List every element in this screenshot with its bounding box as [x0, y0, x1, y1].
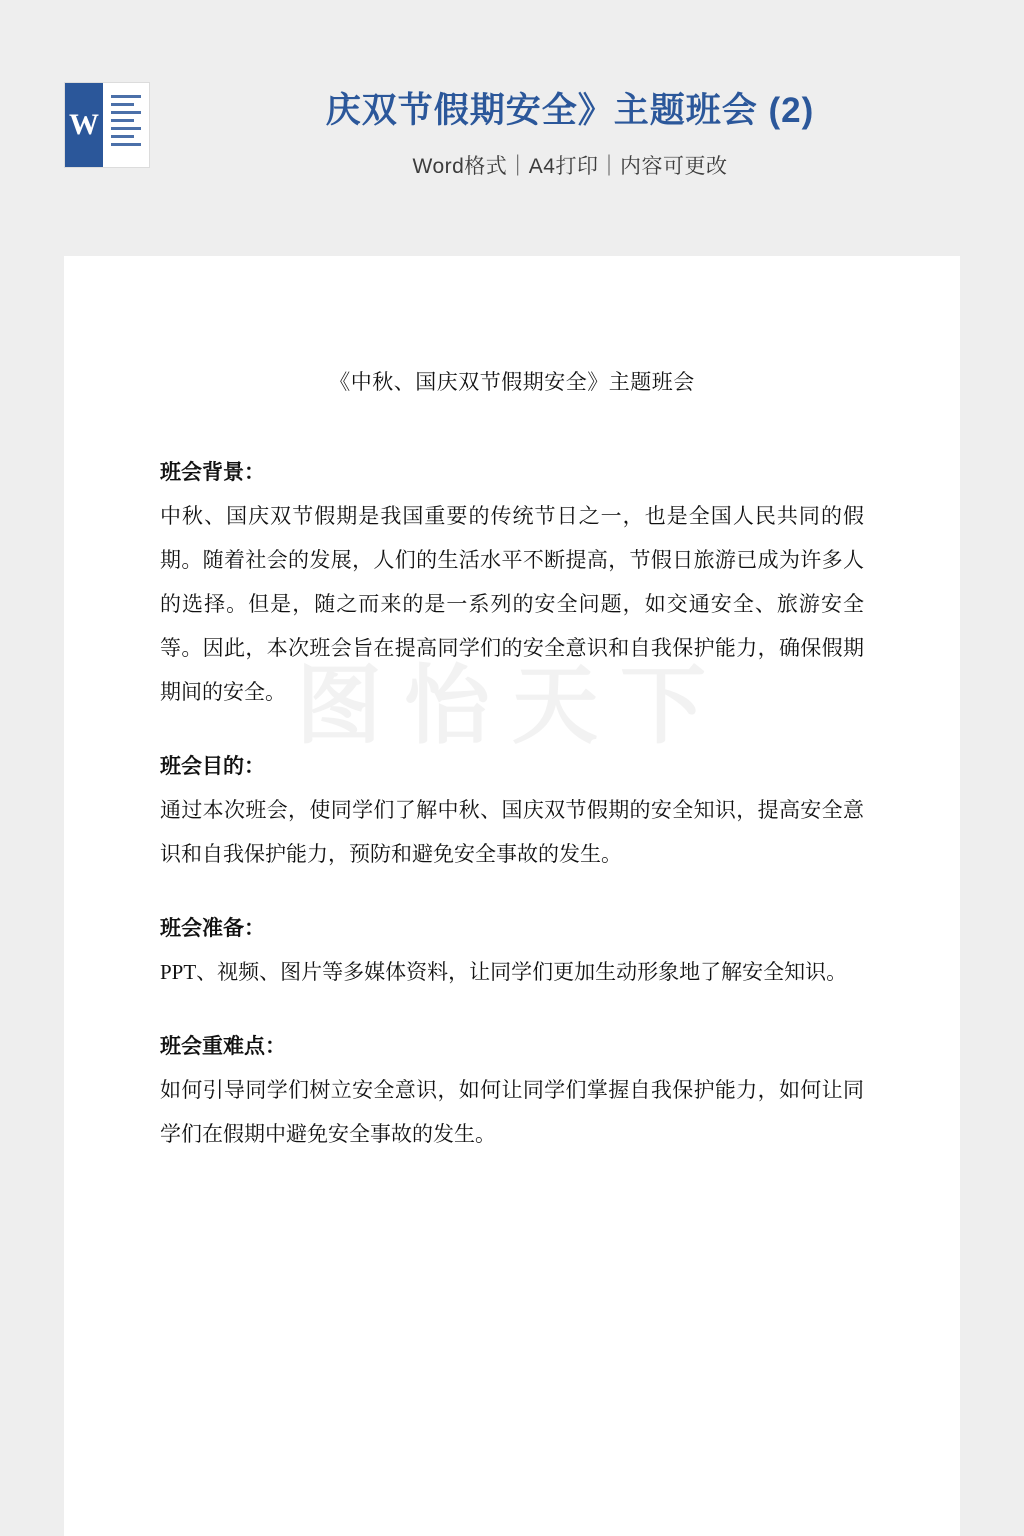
section-heading: 班会准备：	[160, 916, 265, 940]
document-section	[160, 450, 864, 714]
page-subtitle: Word格式｜A4打印｜内容可更改	[412, 155, 728, 178]
word-document-icon	[64, 82, 150, 168]
page-title: 庆双节假期安全》主题班会 (2)	[325, 91, 815, 130]
word-logo-letter: W	[65, 83, 103, 167]
document-page	[64, 256, 960, 1536]
word-logo-lines	[103, 83, 149, 167]
section-heading: 班会背景：	[160, 460, 265, 484]
document-title: 《中秋、国庆双节假期安全》主题班会	[329, 370, 695, 394]
document-section	[160, 906, 864, 994]
document-section	[160, 744, 864, 876]
section-heading: 班会重难点：	[160, 1034, 286, 1058]
section-paragraph: 如何引导同学们树立安全意识，如何让同学们掌握自我保护能力，如何让同学们在假期中避免安全事故的发生。	[160, 1078, 864, 1146]
header-text-block	[180, 86, 960, 184]
section-paragraph: PPT、视频、图片等多媒体资料，让同学们更加生动形象地了解安全知识。	[160, 960, 848, 984]
section-paragraph: 中秋、国庆双节假期是我国重要的传统节日之一，也是全国人民共同的假期。随着社会的发展，人们的生活水平不断提高，节假日旅游已成为许多人的选择。但是，随之而来的是一系列的安全问题，如交通安全、旅游安全等。因此，本次班会旨在提高同学们的安全意识和自我保护能力，确保假期期间的安全。	[160, 504, 864, 704]
section-paragraph: 通过本次班会，使同学们了解中秋、国庆双节假期的安全知识，提高安全意识和自我保护能力，预防和避免安全事故的发生。	[160, 798, 864, 866]
document-body	[160, 450, 864, 1156]
page-header	[0, 0, 1024, 256]
watermark: 图怡天下	[296, 658, 728, 754]
document-section	[160, 1024, 864, 1156]
section-heading: 班会目的：	[160, 754, 265, 778]
